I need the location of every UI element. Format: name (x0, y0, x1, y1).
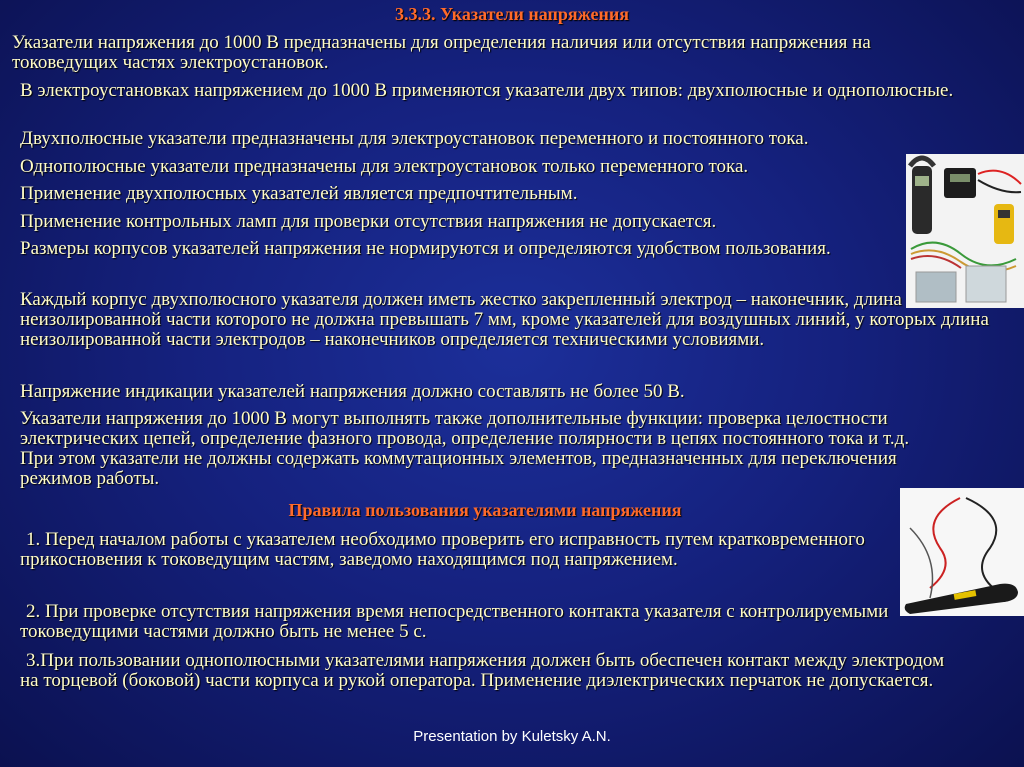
slide-title: 3.3.3. Указатели напряжения (395, 4, 629, 24)
rule-1: 1. Перед началом работы с указателем необходимо проверить его исправность путем кратковременного прикосновения к токоведущим частям, заведомо находящимся под напряжением. (20, 529, 865, 570)
rule-3: 3.При пользовании однополюсными указателями напряжения должен быть обеспечен контакт между электродом на торцевой (боковой) части корпуса и рукой оператора. Применение диэлектрических перчаток не допускается. (20, 650, 945, 691)
section-subtitle: Правила пользования указателями напряжения (288, 500, 682, 520)
footer-credit: Presentation by Kuletsky A.N. (413, 728, 611, 745)
voltage-testers-kit-image (906, 154, 1024, 308)
paragraph-3: Двухполюсные указатели предназначены для электроустановок переменного и постоянного тока. (20, 128, 809, 149)
paragraph-8: Каждый корпус двухполюсного указателя должен иметь жестко закрепленный электрод – наконечник, длина неизолированной части которого не должна превышать 7 мм, кроме указателей для воздушных линий, у которых длина неизолированной части электродов – наконечников определяется техническими условиями. (20, 289, 989, 350)
voltage-tester-probe-image (900, 488, 1024, 616)
paragraph-5: Применение двухполюсных указателей является предпочтительным. (20, 183, 578, 204)
paragraph-6: Применение контрольных ламп для проверки отсутствия напряжения не допускается. (20, 211, 717, 232)
paragraph-7: Размеры корпусов указателей напряжения не нормируются и определяются удобством пользования. (20, 238, 831, 259)
paragraph-2: В электроустановках напряжением до 1000 В применяются указатели двух типов: двухполюсные и однополюсные. (20, 80, 954, 101)
rule-2: 2. При проверке отсутствия напряжения время непосредственного контакта указателя с контролируемыми токоведущими частями должно быть не менее 5 с. (20, 601, 889, 642)
paragraph-10: Указатели напряжения до 1000 В могут выполнять также дополнительные функции: проверка целостности электрических цепей, определение фазного провода, определение полярности в цепях постоянного тока и т.д. При этом указатели не должны содержать коммутационных элементов, предназначенных для переключения режимов работы. (20, 408, 910, 489)
paragraph-1: Указатели напряжения до 1000 В предназначены для определения наличия или отсутствия напряжения на токоведущих частях электроустановок. (12, 32, 871, 73)
paragraph-4: Однополюсные указатели предназначены для электроустановок только переменного тока. (20, 156, 749, 177)
paragraph-9: Напряжение индикации указателей напряжения должно составлять не более 50 В. (20, 381, 685, 402)
